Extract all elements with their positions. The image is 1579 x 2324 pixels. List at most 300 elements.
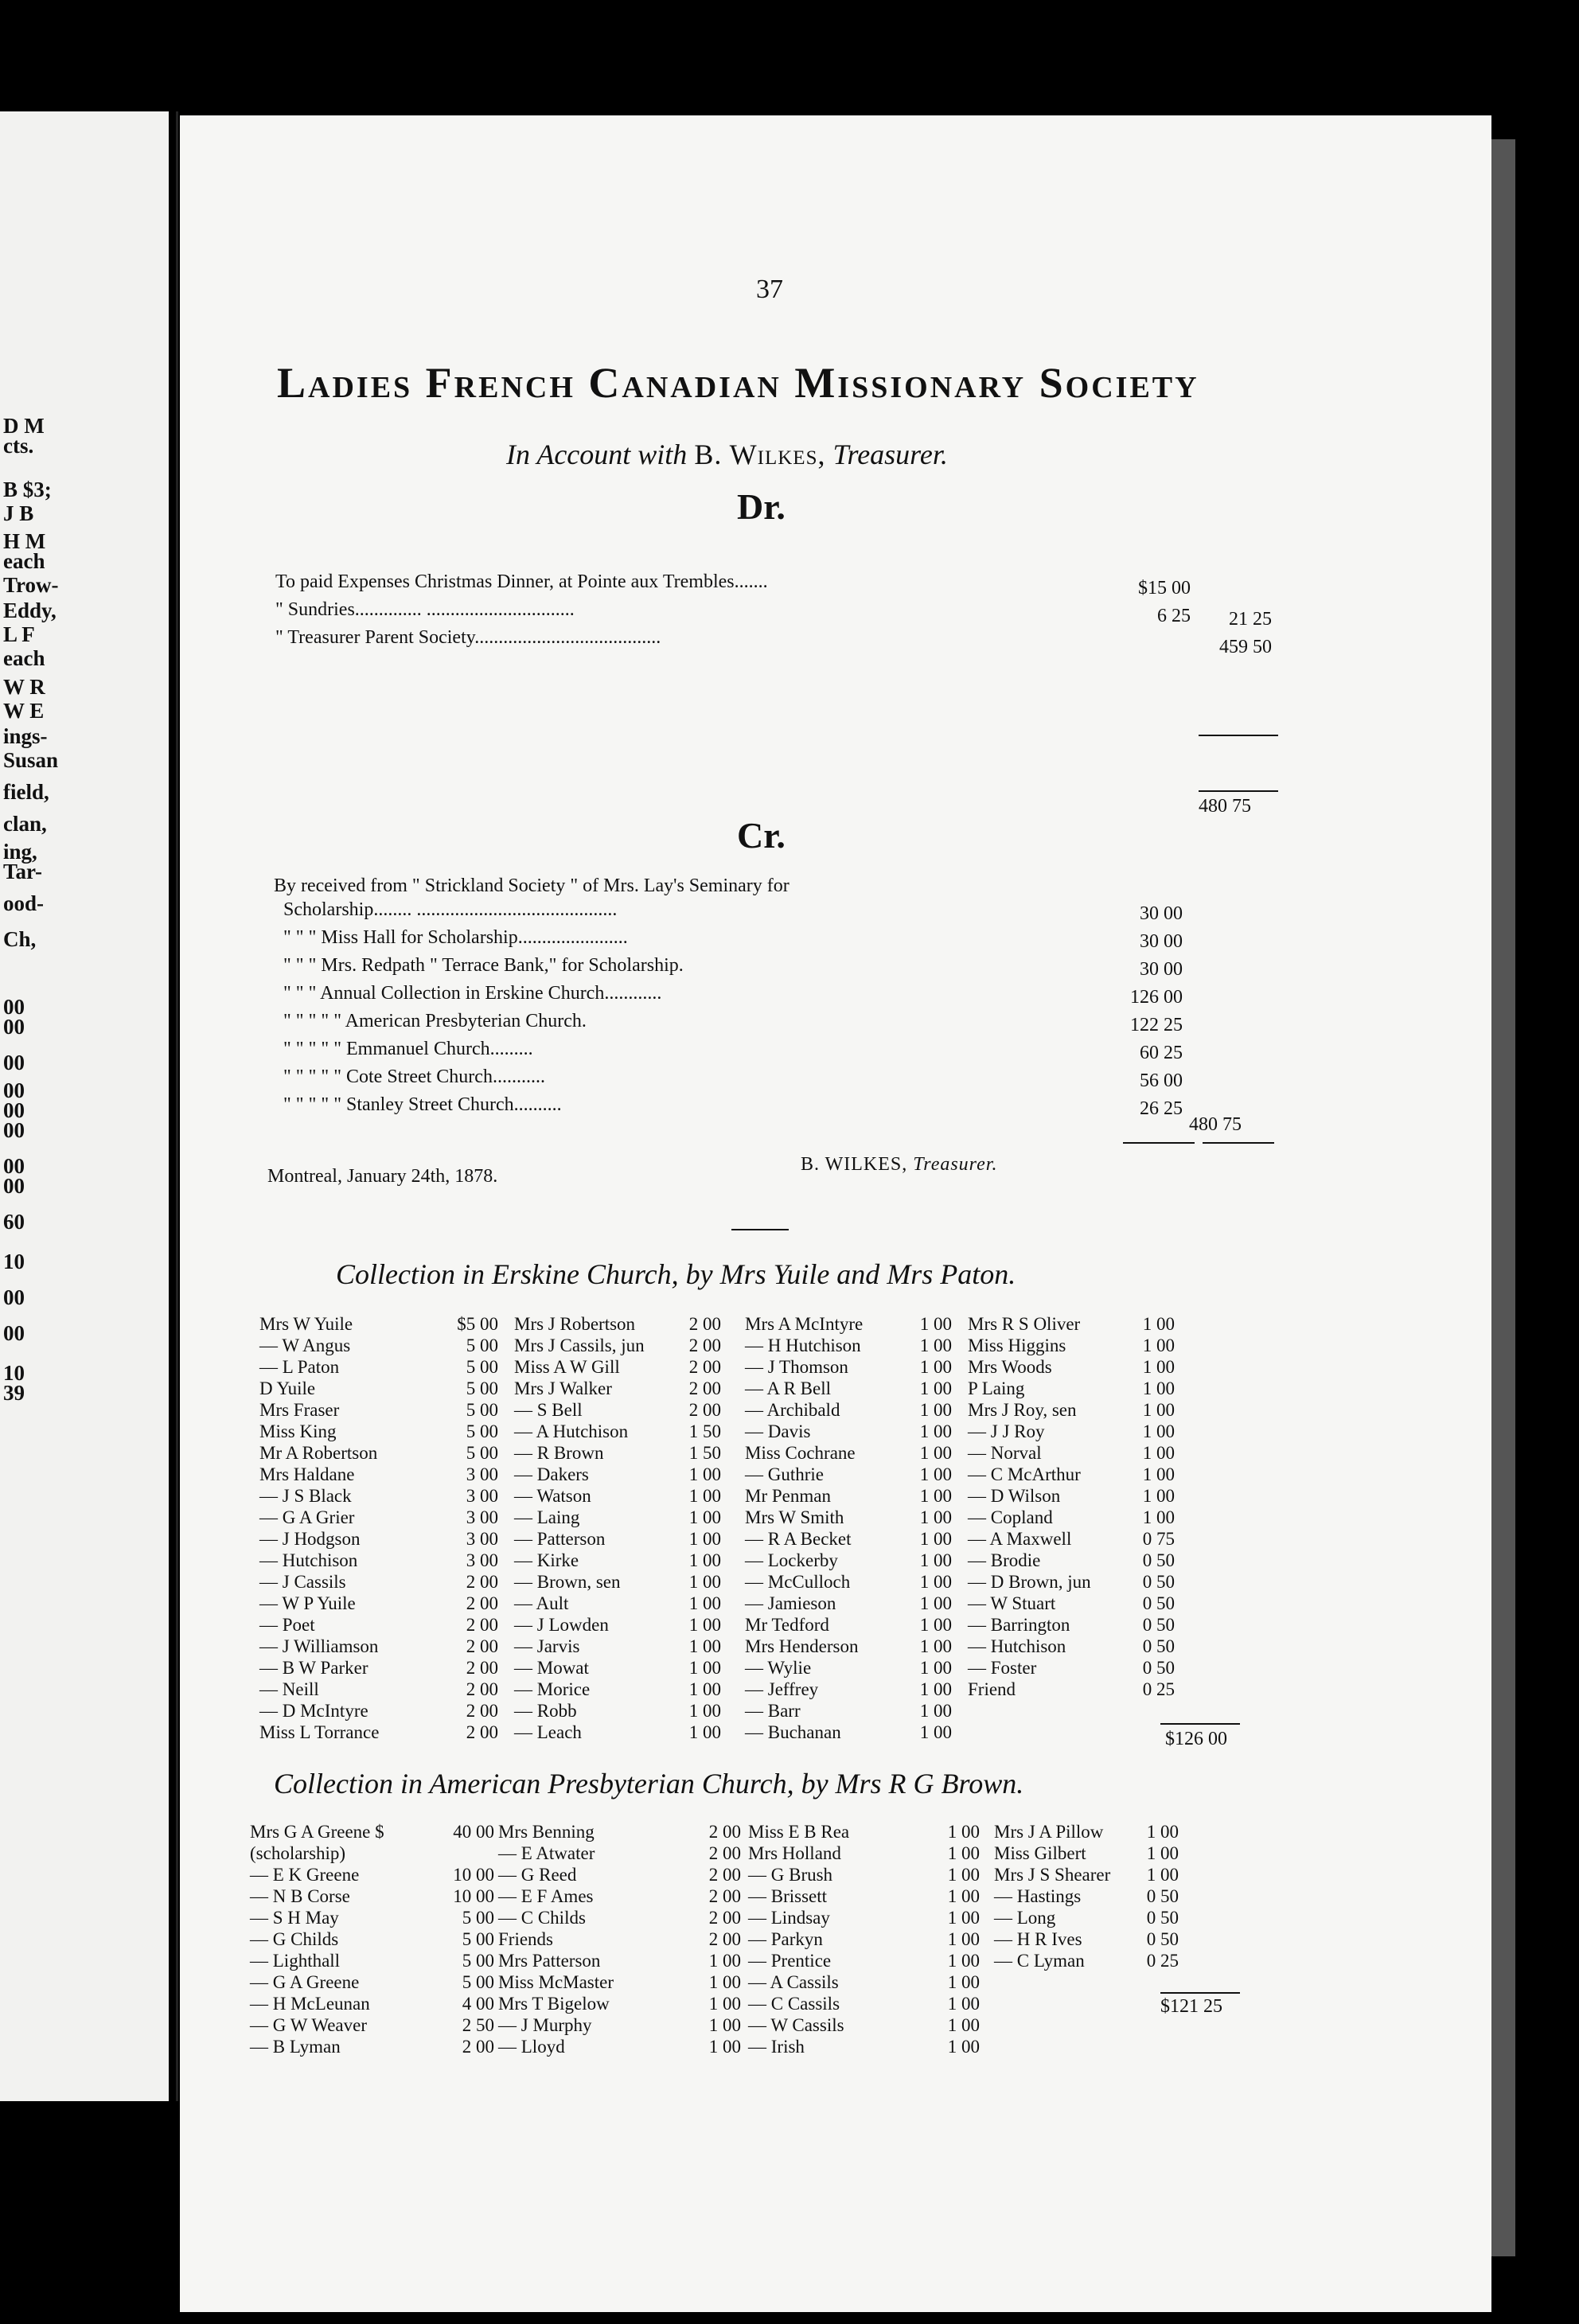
debit-line-text: " Treasurer Parent Society.......................................	[275, 627, 661, 648]
contributor-name: — Foster	[968, 1658, 1037, 1678]
contributor-name: — Wylie	[745, 1658, 812, 1678]
contributor-amount: 1 00	[708, 2037, 741, 2057]
contributor-amount: 1 00	[1142, 1378, 1175, 1398]
previous-page-fragment: W R	[3, 675, 45, 699]
contributor-amount: 1 00	[919, 1679, 952, 1699]
page-shadow	[1491, 139, 1515, 2256]
contributor-amount: 1 00	[947, 1972, 980, 1992]
contributor-amount: 1 00	[947, 1843, 980, 1863]
contributor-amount: 1 00	[919, 1507, 952, 1527]
contributor-name: — H R Ives	[994, 1929, 1082, 1949]
contributor-name: Mrs J Cassils, jun	[514, 1336, 645, 1355]
collection-amounts-column	[439, 1821, 494, 2057]
contributor-name: Mrs A McIntyre	[745, 1314, 864, 1334]
contributor-amount: 2 00	[708, 1843, 741, 1863]
contributor-amount: 2 00	[466, 1615, 498, 1635]
contributor-name: — N B Corse	[250, 1886, 350, 1906]
credit-line-amount: 30 00	[1140, 959, 1183, 980]
collection-amounts-column	[1119, 1313, 1175, 1700]
previous-page-fragment: ood-	[3, 891, 45, 915]
previous-page-fragment: W E	[3, 699, 45, 723]
contributor-name: Miss Cochrane	[745, 1443, 856, 1463]
contributor-name: — C Lyman	[994, 1951, 1085, 1971]
contributor-name: — J Cassils	[259, 1572, 346, 1592]
debit-line-amount: 6 25	[1157, 606, 1191, 626]
page-gutter-rule	[176, 111, 178, 2101]
previous-page-fragment: 10	[3, 1361, 25, 1385]
contributor-name: — Mowat	[514, 1658, 589, 1678]
contributor-amount: 40 00	[453, 1822, 494, 1842]
credit-heading: Cr.	[737, 815, 786, 856]
contributor-name: — Davis	[745, 1421, 811, 1441]
contributor-name: — D Wilson	[968, 1486, 1061, 1506]
contributor-name: — J Williamson	[259, 1636, 379, 1656]
contributor-amount: 1 00	[919, 1529, 952, 1549]
contributor-amount: 2 00	[466, 1679, 498, 1699]
contributor-amount: 3 00	[466, 1507, 498, 1527]
subtitle-prefix: In Account with	[506, 439, 688, 470]
contributor-amount: 1 00	[947, 2037, 980, 2057]
contributor-amount: 3 00	[466, 1529, 498, 1549]
collection-names-column	[745, 1313, 896, 1743]
contributor-amount: 1 00	[919, 1378, 952, 1398]
contributor-name: — Barr	[745, 1701, 801, 1721]
contributor-amount: 5 00	[462, 1951, 494, 1971]
contributor-amount: 10 00	[453, 1886, 494, 1906]
previous-page-fragment: D M	[3, 414, 45, 438]
contributor-amount: 1 00	[947, 1908, 980, 1928]
contributor-name: — D McIntyre	[259, 1701, 368, 1721]
previous-page-fragment: clan,	[3, 812, 47, 836]
contributor-amount: 2 00	[466, 1701, 498, 1721]
contributor-amount: 0 25	[1142, 1679, 1175, 1699]
contributor-amount: 1 00	[919, 1464, 952, 1484]
contributor-name: — J S Black	[259, 1486, 352, 1506]
erskine-total: $126 00	[1165, 1729, 1227, 1749]
contributor-name: — E Atwater	[498, 1843, 595, 1863]
contributor-name: Miss King	[259, 1421, 337, 1441]
contributor-amount: 1 00	[688, 1593, 721, 1613]
contributor-name: Mrs J A Pillow	[994, 1822, 1104, 1842]
previous-page-fragment: 00	[3, 995, 25, 1019]
contributor-name: — G W Weaver	[250, 2015, 367, 2035]
contributor-amount: 5 00	[462, 1908, 494, 1928]
contributor-amount: $5 00	[457, 1314, 498, 1334]
debit-line-total: 459 50	[1219, 637, 1272, 657]
contributor-amount: 1 00	[688, 1529, 721, 1549]
contributor-amount: 2 00	[688, 1314, 721, 1334]
date-line: Montreal, January 24th, 1878.	[267, 1166, 498, 1187]
contributor-name: Mrs J Robertson	[514, 1314, 636, 1334]
contributor-amount: 0 50	[1146, 1908, 1179, 1928]
credit-total-rule	[1123, 1142, 1195, 1144]
contributor-name: — G A Greene	[250, 1972, 360, 1992]
contributor-name: — H McLeunan	[250, 1994, 370, 2014]
credit-line-text: By received from " Strickland Society " of Mrs. Lay's Seminary for	[274, 875, 790, 896]
contributor-amount: 1 00	[708, 1951, 741, 1971]
contributor-name: — Robb	[514, 1701, 577, 1721]
contributor-amount: 1 00	[919, 1336, 952, 1355]
contributor-name: — Leach	[514, 1722, 582, 1742]
contributor-amount: 1 00	[919, 1593, 952, 1613]
page-title: Ladies French Canadian Missionary Society	[277, 359, 1199, 407]
collection-names-column	[250, 1821, 409, 2057]
american-total-rule	[1160, 1992, 1240, 1994]
document-page	[180, 115, 1491, 2312]
contributor-amount: 2 00	[462, 2037, 494, 2057]
contributor-name: — Lindsay	[748, 1908, 830, 1928]
credit-line-amount: 122 25	[1130, 1015, 1183, 1035]
contributor-name: — Brown, sen	[514, 1572, 621, 1592]
debit-line-amount: $15 00	[1138, 578, 1191, 599]
contributor-name: — Irish	[748, 2037, 805, 2057]
contributor-amount: 1 00	[947, 1865, 980, 1885]
credit-line-amount: 30 00	[1140, 931, 1183, 952]
collection-amounts-column	[896, 1313, 952, 1743]
contributor-name: — Archibald	[745, 1400, 840, 1420]
contributor-name: — D Brown, jun	[968, 1572, 1091, 1592]
credit-line-text: " " " " " American Presbyterian Church.	[283, 1011, 587, 1031]
previous-page-fragment: 00	[3, 1174, 25, 1198]
contributor-amount: 2 00	[688, 1336, 721, 1355]
contributor-name: — Hutchison	[259, 1550, 358, 1570]
contributor-name: Mrs Fraser	[259, 1400, 340, 1420]
contributor-name: Mr Penman	[745, 1486, 831, 1506]
credit-line-amount: 60 25	[1140, 1043, 1183, 1063]
contributor-amount: 1 00	[947, 1822, 980, 1842]
contributor-name: — Brodie	[968, 1550, 1041, 1570]
previous-page-fragment: 00	[3, 1051, 25, 1074]
contributor-name: Mrs Haldane	[259, 1464, 355, 1484]
previous-page-fragment: 00	[3, 1154, 25, 1178]
contributor-amount: 2 00	[688, 1357, 721, 1377]
contributor-amount: 5 00	[466, 1443, 498, 1463]
contributor-name: Mrs T Bigelow	[498, 1994, 610, 2014]
previous-page-fragment: 00	[3, 1015, 25, 1039]
contributor-name: Mrs Patterson	[498, 1951, 601, 1971]
credit-line-text: " " " " " Cote Street Church...........	[283, 1066, 545, 1087]
contributor-name: — Parkyn	[748, 1929, 823, 1949]
credit-line-amount: 26 25	[1140, 1098, 1183, 1119]
previous-page-fragment: 00	[3, 1321, 25, 1345]
signature-role: Treasurer.	[913, 1154, 998, 1175]
erskine-total-rule	[1160, 1723, 1240, 1725]
contributor-name: — B Lyman	[250, 2037, 341, 2057]
contributor-amount: 1 00	[1142, 1507, 1175, 1527]
contributor-name: Mrs W Smith	[745, 1507, 844, 1527]
contributor-amount: 1 00	[947, 1886, 980, 1906]
contributor-amount: 1 00	[708, 2015, 741, 2035]
contributor-name: Mrs J Roy, sen	[968, 1400, 1077, 1420]
contributor-amount: 2 00	[708, 1822, 741, 1842]
contributor-amount: 1 00	[1142, 1314, 1175, 1334]
american-total: $121 25	[1160, 1996, 1222, 2017]
contributor-name: Miss McMaster	[498, 1972, 614, 1992]
credit-line-text: " " " Mrs. Redpath " Terrace Bank," for Scholarship.	[283, 955, 684, 976]
contributor-amount: 1 00	[688, 1507, 721, 1527]
contributor-amount: 1 00	[688, 1464, 721, 1484]
contributor-name: — A R Bell	[745, 1378, 831, 1398]
contributor-name: — Dakers	[514, 1464, 589, 1484]
collection-amounts-column	[924, 1821, 980, 2057]
contributor-amount: 1 00	[1146, 1822, 1179, 1842]
contributor-amount: 5 00	[466, 1336, 498, 1355]
contributor-amount: 1 00	[688, 1615, 721, 1635]
contributor-name: — J Hodgson	[259, 1529, 361, 1549]
section-divider	[731, 1229, 789, 1230]
contributor-name: — G Reed	[498, 1865, 577, 1885]
contributor-amount: 1 00	[919, 1701, 952, 1721]
collection-names-column	[748, 1821, 899, 2057]
contributor-amount: 3 00	[466, 1550, 498, 1570]
contributor-amount: 1 00	[919, 1550, 952, 1570]
collection-names-column	[259, 1313, 419, 1743]
contributor-name: — W Stuart	[968, 1593, 1056, 1613]
contributor-name: — Buchanan	[745, 1722, 841, 1742]
contributor-amount: 1 00	[688, 1722, 721, 1742]
contributor-amount: 0 50	[1142, 1550, 1175, 1570]
contributor-name: — L Paton	[259, 1357, 340, 1377]
contributor-name: — J Lowden	[514, 1615, 609, 1635]
contributor-amount: 1 00	[1142, 1357, 1175, 1377]
debit-grand-rule	[1199, 790, 1278, 792]
debit-heading: Dr.	[737, 486, 786, 527]
contributor-amount: 2 00	[466, 1658, 498, 1678]
contributor-name: — Neill	[259, 1679, 319, 1699]
contributor-amount: 1 00	[919, 1658, 952, 1678]
contributor-name: — H Hutchison	[745, 1336, 861, 1355]
contributor-amount: 2 00	[466, 1593, 498, 1613]
contributor-amount: 2 00	[688, 1378, 721, 1398]
previous-page-fragment: Susan	[3, 748, 59, 772]
contributor-name: — Norval	[968, 1443, 1042, 1463]
previous-page-fragment: field,	[3, 780, 49, 804]
collection-amounts-column	[685, 1821, 741, 2057]
contributor-amount: 1 00	[947, 2015, 980, 2035]
page-number: 37	[756, 275, 783, 304]
debit-grand-total: 480 75	[1199, 796, 1251, 817]
collection-names-column	[514, 1313, 673, 1743]
contributor-amount: 1 00	[919, 1572, 952, 1592]
contributor-name: — Prentice	[748, 1951, 832, 1971]
contributor-amount: 5 00	[462, 1929, 494, 1949]
contributor-amount: 2 00	[466, 1722, 498, 1742]
contributor-name: Mrs G A Greene $	[250, 1822, 384, 1842]
contributor-amount: 1 00	[708, 1994, 741, 2014]
contributor-name: — Morice	[514, 1679, 591, 1699]
contributor-name: Miss Gilbert	[994, 1843, 1086, 1863]
contributor-name: — Patterson	[514, 1529, 606, 1549]
contributor-name: — J Thomson	[745, 1357, 848, 1377]
debit-line-text: To paid Expenses Christmas Dinner, at Pointe aux Trembles.......	[275, 571, 768, 592]
previous-page-fragment: 10	[3, 1250, 25, 1273]
contributor-amount: 0 50	[1142, 1636, 1175, 1656]
collection-names-column	[968, 1313, 1127, 1700]
contributor-name: — Hastings	[994, 1886, 1082, 1906]
contributor-name: — S H May	[250, 1908, 339, 1928]
debit-line-text: " Sundries.............. ...............................	[275, 599, 575, 620]
contributor-amount: 2 00	[466, 1572, 498, 1592]
credit-line-text: " " " Miss Hall for Scholarship.......................	[283, 927, 628, 948]
contributor-name: — A Hutchison	[514, 1421, 629, 1441]
contributor-amount: 0 50	[1142, 1572, 1175, 1592]
contributor-amount: 0 50	[1142, 1658, 1175, 1678]
previous-page-fragment: ings-	[3, 724, 48, 748]
contributor-amount: 2 00	[708, 1886, 741, 1906]
previous-page-fragment: 00	[3, 1078, 25, 1102]
contributor-amount: 5 00	[466, 1400, 498, 1420]
contributor-name: — S Bell	[514, 1400, 583, 1420]
contributor-name: — A Maxwell	[968, 1529, 1072, 1549]
contributor-amount: 1 00	[947, 1929, 980, 1949]
contributor-name: — G Brush	[748, 1865, 833, 1885]
contributor-amount: 0 50	[1146, 1929, 1179, 1949]
credit-line-text: Scholarship........ ..........................................	[283, 899, 618, 920]
american-collection-title: Collection in American Presbyterian Church, by Mrs R G Brown.	[274, 1768, 1024, 1800]
contributor-amount: 1 00	[919, 1486, 952, 1506]
collection-amounts-column	[665, 1313, 721, 1743]
contributor-name: Miss E B Rea	[748, 1822, 850, 1842]
contributor-name: — Laing	[514, 1507, 580, 1527]
contributor-name: — Lighthall	[250, 1951, 341, 1971]
contributor-name: Friends	[498, 1929, 553, 1949]
contributor-amount: 1 00	[708, 1972, 741, 1992]
contributor-name: — Poet	[259, 1615, 315, 1635]
contributor-amount: 10 00	[453, 1865, 494, 1885]
contributor-name: — Watson	[514, 1486, 591, 1506]
contributor-name: — E K Greene	[250, 1865, 360, 1885]
previous-page-fragment: Tar-	[3, 860, 43, 883]
contributor-amount: 2 00	[688, 1400, 721, 1420]
credit-line-amount: 56 00	[1140, 1070, 1183, 1091]
contributor-amount: 0 50	[1146, 1886, 1179, 1906]
contributor-amount: 1 00	[688, 1679, 721, 1699]
contributor-name: — Jarvis	[514, 1636, 580, 1656]
contributor-amount: 1 00	[688, 1701, 721, 1721]
credit-line-text: " " " " " Stanley Street Church..........	[283, 1094, 562, 1115]
contributor-name: — R Brown	[514, 1443, 604, 1463]
contributor-name: — W P Yuile	[259, 1593, 356, 1613]
signature	[801, 1154, 997, 1176]
previous-page-fragment: Ch,	[3, 927, 37, 951]
account-subtitle	[506, 438, 948, 471]
contributor-name: — J J Roy	[968, 1421, 1045, 1441]
contributor-amount: 1 00	[1142, 1464, 1175, 1484]
collection-amounts-column	[443, 1313, 498, 1743]
contributor-amount: 1 00	[919, 1421, 952, 1441]
previous-page-fragment: 00	[3, 1118, 25, 1142]
previous-page-fragment: Eddy,	[3, 599, 57, 622]
contributor-name: Mrs Benning	[498, 1822, 595, 1842]
contributor-amount: 1 00	[919, 1357, 952, 1377]
contributor-name: Mrs W Yuile	[259, 1314, 353, 1334]
contributor-name: Mrs Woods	[968, 1357, 1052, 1377]
contributor-amount: 5 00	[462, 1972, 494, 1992]
contributor-name: — R A Becket	[745, 1529, 852, 1549]
contributor-name: — Kirke	[514, 1550, 579, 1570]
contributor-amount: 5 00	[466, 1378, 498, 1398]
contributor-amount: 2 00	[708, 1908, 741, 1928]
contributor-name: — G Childs	[250, 1929, 339, 1949]
contributor-amount: 2 00	[708, 1929, 741, 1949]
previous-page-fragment: J B	[3, 501, 34, 525]
previous-page-fragment: H M	[3, 529, 46, 553]
contributor-name: — C Childs	[498, 1908, 586, 1928]
contributor-amount: 1 00	[1142, 1443, 1175, 1463]
contributor-amount: 1 00	[688, 1550, 721, 1570]
previous-page-fragment: 60	[3, 1210, 25, 1234]
contributor-name: — McCulloch	[745, 1572, 851, 1592]
previous-page-fragment: 39	[3, 1381, 25, 1405]
contributor-amount: 1 00	[688, 1636, 721, 1656]
collection-names-column	[498, 1821, 657, 2057]
contributor-amount: 1 50	[688, 1421, 721, 1441]
contributor-name: — Copland	[968, 1507, 1053, 1527]
previous-page-fragment: each	[3, 549, 45, 573]
contributor-amount: 5 00	[466, 1421, 498, 1441]
contributor-amount: 1 00	[1146, 1843, 1179, 1863]
credit-line-text: " " " " " Emmanuel Church.........	[283, 1039, 533, 1059]
contributor-name: Mrs Holland	[748, 1843, 841, 1863]
debit-line-total: 21 25	[1229, 609, 1272, 630]
contributor-amount: 0 75	[1142, 1529, 1175, 1549]
contributor-name: — Guthrie	[745, 1464, 825, 1484]
contributor-name: P Laing	[968, 1378, 1025, 1398]
collection-amounts-column	[1123, 1821, 1179, 1971]
credit-grand-total: 480 75	[1189, 1114, 1242, 1135]
previous-page-fragment: each	[3, 646, 45, 670]
erskine-collection-title: Collection in Erskine Church, by Mrs Yuile and Mrs Paton.	[336, 1258, 1016, 1290]
contributor-name: Mr Tedford	[745, 1615, 829, 1635]
contributor-amount: 1 00	[919, 1314, 952, 1334]
signature-name: B. WILKES,	[801, 1154, 908, 1175]
contributor-name: Mrs J S Shearer	[994, 1865, 1111, 1885]
contributor-name: — E F Ames	[498, 1886, 594, 1906]
contributor-amount: 1 00	[919, 1400, 952, 1420]
contributor-name: — W Cassils	[748, 2015, 844, 2035]
contributor-name: — B W Parker	[259, 1658, 368, 1678]
previous-page-fragment: 00	[3, 1098, 25, 1122]
contributor-amount: 1 00	[947, 1951, 980, 1971]
previous-page-fragment: L F	[3, 622, 35, 646]
contributor-amount: 0 50	[1142, 1615, 1175, 1635]
contributor-name: (scholarship)	[250, 1843, 346, 1863]
contributor-amount: 1 00	[1146, 1865, 1179, 1885]
contributor-amount: 1 00	[688, 1658, 721, 1678]
contributor-amount: 3 00	[466, 1464, 498, 1484]
contributor-name: — A Cassils	[748, 1972, 839, 1992]
credit-line-amount: 126 00	[1130, 987, 1183, 1008]
contributor-name: Mrs Henderson	[745, 1636, 859, 1656]
contributor-amount: 1 50	[688, 1443, 721, 1463]
treasurer-name: B. Wilkes,	[694, 439, 826, 470]
contributor-name: — W Angus	[259, 1336, 351, 1355]
contributor-name: Miss Higgins	[968, 1336, 1066, 1355]
previous-page-fragment: Trow-	[3, 573, 59, 597]
previous-page-fragment: B $3;	[3, 478, 52, 501]
contributor-name: Mr A Robertson	[259, 1443, 378, 1463]
previous-page-fragment: cts.	[3, 434, 34, 458]
contributor-amount: 1 00	[919, 1636, 952, 1656]
contributor-name: — G A Grier	[259, 1507, 355, 1527]
treasurer-role: Treasurer.	[832, 439, 948, 470]
contributor-amount: 1 00	[1142, 1400, 1175, 1420]
contributor-amount: 1 00	[919, 1443, 952, 1463]
contributor-name: — C Cassils	[748, 1994, 840, 2014]
credit-grand-rule	[1203, 1142, 1274, 1144]
contributor-name: — Ault	[514, 1593, 569, 1613]
contributor-name: Miss L Torrance	[259, 1722, 380, 1742]
